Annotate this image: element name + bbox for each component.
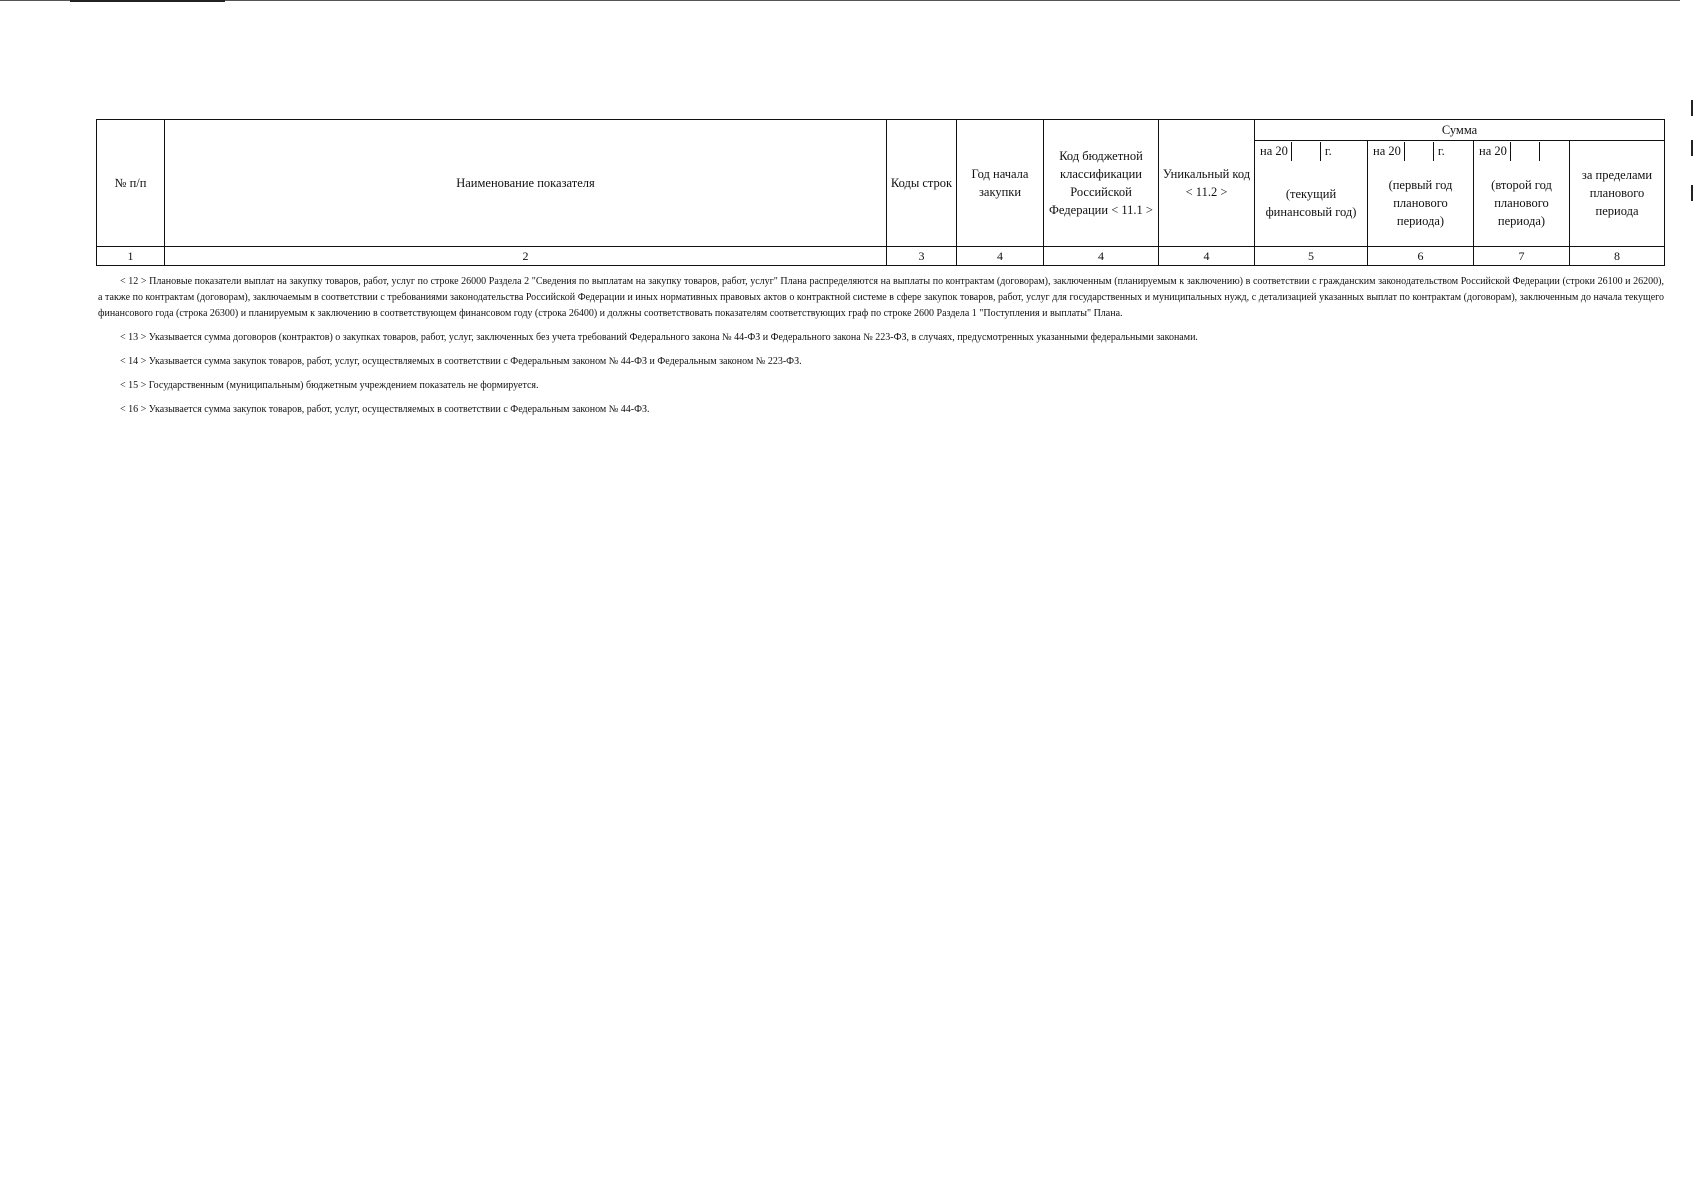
edge-mark — [1691, 185, 1693, 201]
header-unique-code: Уникальный код < 11.2 > — [1159, 120, 1255, 247]
column-number: 4 — [957, 246, 1044, 265]
top-border-line — [0, 0, 1680, 1]
column-number: 2 — [165, 246, 887, 265]
column-number: 4 — [1044, 246, 1159, 265]
year-prefix: на 20 — [1479, 143, 1507, 158]
column-number: 4 — [1159, 246, 1255, 265]
year-prefix: на 20 — [1373, 143, 1401, 158]
column-number: 6 — [1368, 246, 1474, 265]
year-cell-first — [1368, 141, 1474, 162]
footnote-13: < 13 > Указывается сумма договоров (контрактов) о закупках товаров, работ, услуг, заключенных без учета требований Федерального закона № 44-ФЗ и Федерального закона № 223-ФЗ, в случаях, предусмотренных указанными федеральными законами. — [120, 332, 1198, 343]
top-corner-mark — [70, 0, 225, 2]
header-beyond-period: за пределами планового периода — [1570, 141, 1665, 247]
header-codes: Коды строк — [887, 120, 957, 247]
edge-mark — [1691, 100, 1693, 116]
header-kbk: Код бюджетной классификации Российской Федерации < 11.1 > — [1044, 120, 1159, 247]
footnote-15: < 15 > Государственным (муниципальным) бюджетным учреждением показатель не формируется. — [120, 380, 539, 391]
column-numbers-row — [97, 246, 1665, 265]
header-first-plan-year: (первый год планового периода) — [1368, 161, 1474, 246]
purchase-indicators-table — [96, 119, 1665, 266]
column-number: 1 — [97, 246, 165, 265]
column-number: 7 — [1474, 246, 1570, 265]
edge-mark — [1691, 140, 1693, 156]
year-suffix: г. — [1437, 143, 1445, 158]
header-name: Наименование показателя — [165, 120, 887, 247]
footnote-12: < 12 > Плановые показатели выплат на закупку товаров, работ, услуг по строке 26000 Раздела 2 "Сведения по выплатам на закупку товаров, работ, услуг" Плана распределяются на выплаты по контрактам (договорам), заключенным (планируемым к заключению) в соответствии с гражданским законодательством Российской Федерации (строки 26100 и 26200), а также по контрактам (договорам), заключаемым в соответствии с требованиями законодательства Российской Федерации и иных нормативных правовых актов о контрактной системе в сфере закупок товаров, работ, услуг для государственных и муниципальных нужд, с детализацией указанных выплат по контрактам (договорам), заключенным до начала текущего финансового года (строка 26300) и планируемым к заключению в соответствующем финансовом году (строка 26400) и должны соответствовать показателям соответствующих граф по строке 2600 Раздела 1 "Поступления и выплаты" Плана. — [98, 276, 1664, 319]
year-prefix: на 20 — [1260, 143, 1288, 158]
year-cell-current — [1255, 141, 1368, 162]
column-number: 8 — [1570, 246, 1665, 265]
header-num: № п/п — [97, 120, 165, 247]
column-number: 3 — [887, 246, 957, 265]
footnote-14: < 14 > Указывается сумма закупок товаров, работ, услуг, осуществляемых в соответствии с Федеральным законом № 44-ФЗ и Федеральным законом № 223-ФЗ. — [120, 356, 802, 367]
header-year-start: Год начала закупки — [957, 120, 1044, 247]
header-current-year: (текущий финансовый год) — [1255, 161, 1368, 246]
header-sum: Сумма — [1255, 120, 1665, 141]
column-number: 5 — [1255, 246, 1368, 265]
year-input-box — [1291, 142, 1321, 161]
header-second-plan-year: (второй год планового периода) — [1474, 161, 1570, 246]
year-input-box — [1510, 142, 1540, 161]
footnotes — [98, 274, 1664, 426]
footnote-16: < 16 > Указывается сумма закупок товаров, работ, услуг, осуществляемых в соответствии с Федеральным законом № 44-ФЗ. — [120, 404, 650, 415]
year-input-box — [1404, 142, 1434, 161]
year-suffix: г. — [1324, 143, 1332, 158]
year-cell-second — [1474, 141, 1570, 162]
